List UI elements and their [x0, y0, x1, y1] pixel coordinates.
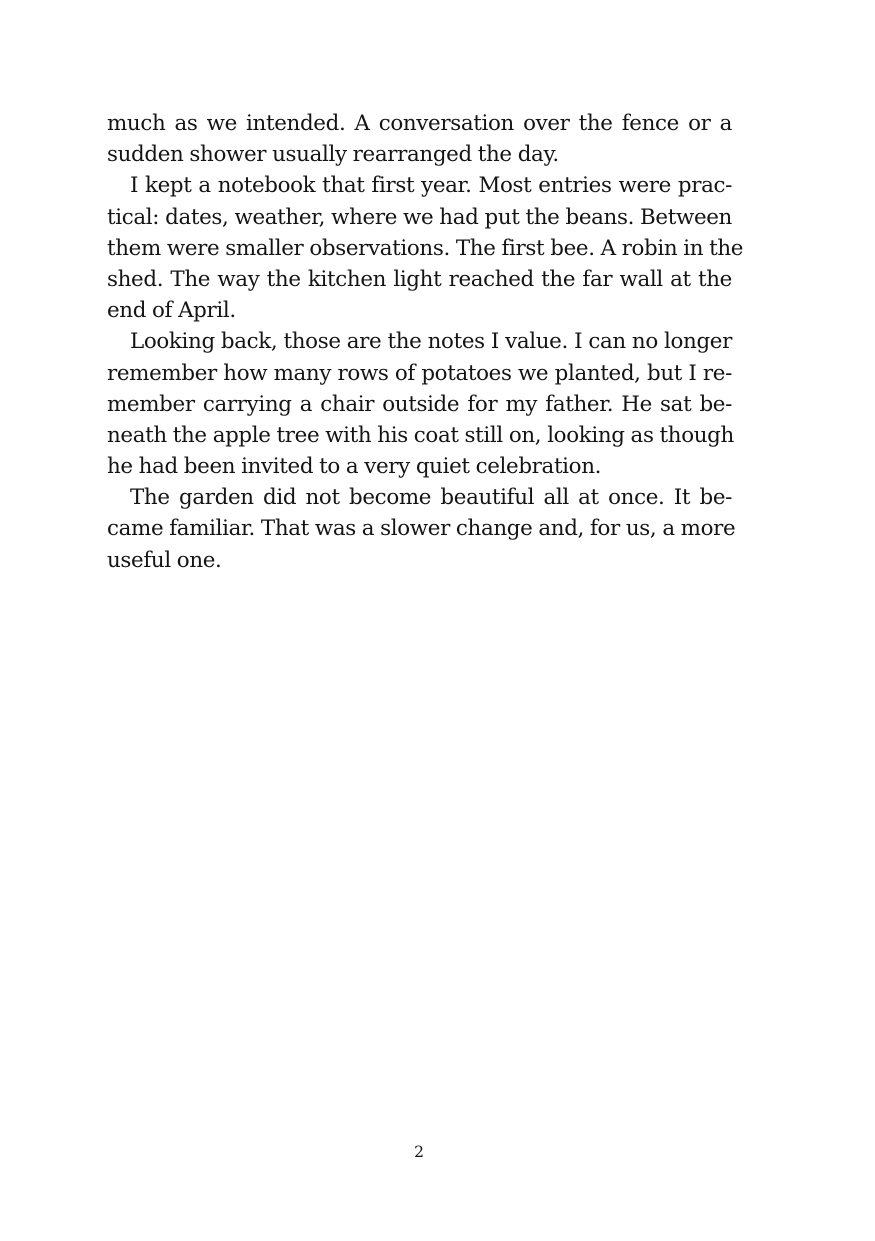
text-line: much as we intended. A conversation over the fence or a	[107, 111, 732, 136]
text-line: he had been invited to a very quiet celebration.	[107, 454, 602, 480]
paragraph-1	[107, 108, 732, 170]
text-line: neath the apple tree with his coat still on, looking as though	[107, 422, 734, 448]
text-line: useful one.	[107, 547, 222, 573]
text-line: end of April.	[107, 298, 236, 324]
paragraph-2	[107, 170, 744, 326]
text-line: came familiar. That was a slower change and, for us, a more	[107, 516, 736, 542]
paragraph-4	[107, 482, 736, 576]
text-line: remember how many rows of potatoes we planted, but I re-	[107, 360, 732, 386]
text-line: sudden shower usually rearranged the day.	[107, 142, 559, 168]
text-line: I kept a notebook that first year. Most entries were prac-	[130, 173, 732, 199]
text-line: member carrying a chair outside for my father. He sat be-	[107, 391, 732, 417]
text-line: them were smaller observations. The first bee. A robin in the	[107, 235, 744, 261]
page-number: 2	[414, 1143, 424, 1161]
text-line: shed. The way the kitchen light reached the far wall at the	[107, 266, 732, 292]
paragraph-3	[107, 326, 732, 482]
text-line: The garden did not become beautiful all at once. It be-	[130, 485, 732, 511]
text-line: tical: dates, weather, where we had put the beans. Between	[107, 204, 732, 230]
text-line: Looking back, those are the notes I value. I can no longer	[130, 329, 732, 355]
body-text	[107, 108, 744, 576]
